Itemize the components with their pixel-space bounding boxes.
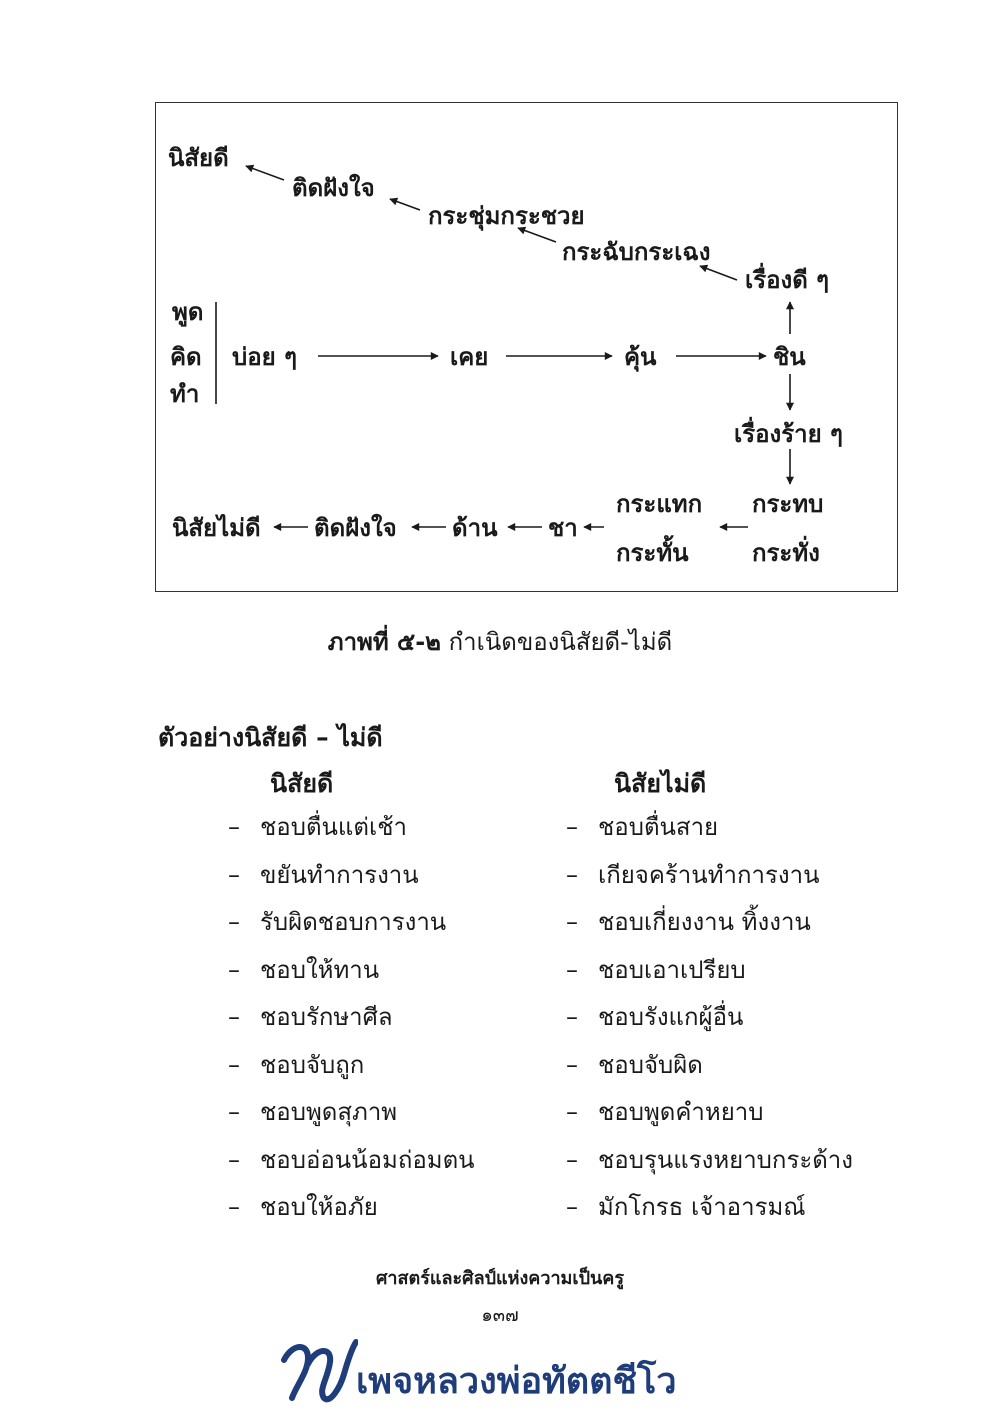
good-habit-item bbox=[228, 1192, 475, 1240]
bad-habit-item-text: ชอบรุนแรงหยาบกระด้าง bbox=[598, 1145, 853, 1174]
list-bullet: – bbox=[566, 908, 578, 936]
list-bullet: – bbox=[228, 1003, 240, 1031]
good-habit-item bbox=[228, 1145, 475, 1193]
bad-habit-item bbox=[566, 907, 853, 955]
bad-habit-item bbox=[566, 955, 853, 1003]
node-strike: กระแทก bbox=[616, 490, 703, 518]
list-bullet: – bbox=[566, 860, 578, 889]
node-used-to: เคย bbox=[450, 343, 489, 371]
bad-habit-item bbox=[566, 1002, 853, 1050]
list-bullet: – bbox=[228, 908, 240, 936]
bad-habit-item bbox=[566, 1192, 853, 1240]
node-good-habit: นิสัยดี bbox=[168, 144, 229, 172]
bad-habit-item-text: ชอบตื่นสาย bbox=[598, 813, 719, 841]
good-column-header: นิสัยดี bbox=[270, 769, 334, 798]
good-habit-item bbox=[228, 1002, 475, 1050]
node-bad-events: เรื่องร้าย ๆ bbox=[734, 420, 843, 448]
good-habit-item bbox=[228, 955, 475, 1003]
good-habit-item bbox=[228, 860, 475, 908]
node-invigorated: กระชุ่มกระชวย bbox=[428, 202, 585, 230]
figure-caption bbox=[0, 622, 1000, 661]
node-familiar: คุ้น bbox=[624, 343, 657, 371]
good-habit-item-text: ชอบรักษาศีล bbox=[260, 1003, 393, 1031]
node-action-think: คิด bbox=[170, 343, 202, 371]
list-bullet: – bbox=[228, 1193, 240, 1221]
node-action-do: ทำ bbox=[170, 380, 200, 408]
good-habit-item-text: ชอบให้ทาน bbox=[260, 955, 380, 984]
list-bullet: – bbox=[566, 1098, 578, 1126]
brand-name: เพจหลวงพ่อทัตตชีโว bbox=[356, 1361, 677, 1402]
page-number: ๑๓๗ bbox=[481, 1305, 519, 1326]
good-habit-item-text: ชอบจับถูก bbox=[260, 1050, 365, 1079]
good-habits-list bbox=[228, 812, 475, 1240]
bad-habit-item bbox=[566, 860, 853, 908]
good-habit-item-text: ชอบอ่อนน้อมถ่อมตน bbox=[260, 1145, 475, 1174]
bad-habit-item-text: ชอบรังแกผู้อื่น bbox=[598, 1003, 744, 1031]
good-habit-item bbox=[228, 907, 475, 955]
node-callous: ด้าน bbox=[452, 514, 498, 542]
list-bullet: – bbox=[228, 955, 240, 984]
bad-habit-item bbox=[566, 1145, 853, 1193]
bad-habit-item-text: ชอบพูดคำหยาบ bbox=[598, 1098, 764, 1126]
bad-habit-item-text: เกียจคร้านทำการงาน bbox=[598, 860, 820, 889]
list-bullet: – bbox=[228, 1050, 240, 1079]
list-bullet: – bbox=[228, 1145, 240, 1174]
node-energetic: กระฉับกระเฉง bbox=[562, 238, 711, 266]
list-bullet: – bbox=[566, 955, 578, 984]
book-title: ศาสตร์และศิลป์แห่งความเป็นครู bbox=[375, 1268, 625, 1289]
good-habit-item bbox=[228, 1097, 475, 1145]
node-impact: กระทบ bbox=[752, 490, 824, 518]
node-action-speak: พูด bbox=[172, 298, 204, 326]
good-habit-item bbox=[228, 812, 475, 860]
examples-heading: ตัวอย่างนิสัยดี – ไม่ดี bbox=[158, 723, 383, 752]
list-bullet: – bbox=[228, 860, 240, 889]
list-bullet: – bbox=[228, 813, 240, 841]
node-collide: กระทั่ง bbox=[752, 539, 820, 567]
list-bullet: – bbox=[566, 1003, 578, 1031]
node-good-events: เรื่องดี ๆ bbox=[745, 266, 830, 294]
node-bad-habit: นิสัยไม่ดี bbox=[172, 514, 261, 542]
good-habit-item-text: ชอบให้อภัย bbox=[260, 1193, 378, 1221]
figure-title: กำเนิดของนิสัยดี-ไม่ดี bbox=[448, 628, 673, 656]
bad-habit-item-text: มักโกรธ เจ้าอารมณ์ bbox=[598, 1193, 806, 1221]
node-often: บ่อย ๆ bbox=[232, 343, 297, 371]
node-accustomed: ชิน bbox=[773, 343, 806, 371]
bad-habit-item-text: ชอบเอาเปรียบ bbox=[598, 955, 746, 984]
list-bullet: – bbox=[566, 813, 578, 841]
figure-label: ภาพที่ ๕-๒ bbox=[327, 628, 441, 656]
list-bullet: – bbox=[566, 1145, 578, 1174]
node-slam: กระทั้น bbox=[616, 539, 689, 567]
bad-habit-item-text: ชอบจับผิด bbox=[598, 1050, 703, 1079]
bad-habits-list bbox=[566, 812, 853, 1240]
bad-habit-item bbox=[566, 1050, 853, 1098]
brand-script-icon bbox=[278, 1338, 358, 1408]
bad-habit-item bbox=[566, 1097, 853, 1145]
good-habit-item-text: ชอบพูดสุภาพ bbox=[260, 1098, 398, 1126]
brand-logo bbox=[278, 1338, 738, 1408]
list-bullet: – bbox=[566, 1050, 578, 1079]
good-habit-item-text: ชอบตื่นแต่เช้า bbox=[260, 813, 407, 841]
good-habit-item-text: ขยันทำการงาน bbox=[260, 860, 419, 889]
bad-habit-item bbox=[566, 812, 853, 860]
good-habit-item-text: รับผิดชอบการงาน bbox=[260, 908, 447, 936]
list-bullet: – bbox=[566, 1193, 578, 1221]
bad-column-header: นิสัยไม่ดี bbox=[614, 769, 707, 798]
bad-habit-item-text: ชอบเกี่ยงงาน ทิ้งงาน bbox=[598, 908, 811, 936]
list-bullet: – bbox=[228, 1098, 240, 1126]
node-good-ingrained: ติดฝังใจ bbox=[292, 174, 375, 202]
node-numb: ชา bbox=[548, 514, 578, 542]
good-habit-item bbox=[228, 1050, 475, 1098]
node-bad-ingrained: ติดฝังใจ bbox=[314, 514, 397, 542]
